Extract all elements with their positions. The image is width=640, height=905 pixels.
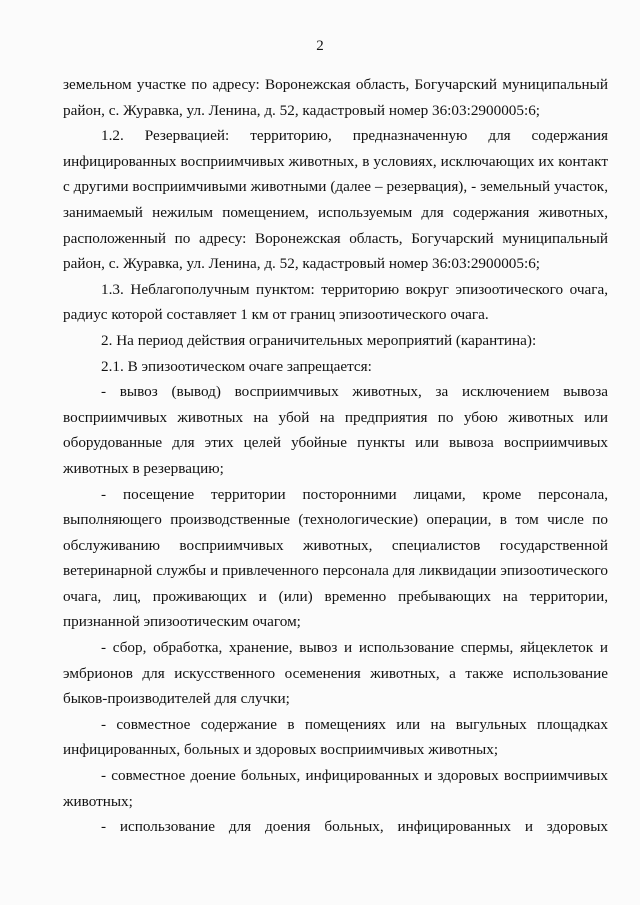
text-line: 1.2. Резервацией: территорию, предназначенную для содержания <box>101 127 608 145</box>
text-line: 2. На период действия ограничительных мероприятий (карантина): <box>101 331 537 349</box>
text-line: животных; <box>63 792 133 810</box>
text-line: ветеринарной службы и привлеченного персонала для ликвидации эпизоотического <box>63 562 608 580</box>
text-line: расположенный по адресу: Воронежская область, Богучарский муниципальный <box>63 229 608 247</box>
text-line: инфицированных восприимчивых животных, в условиях, исключающих их контакт <box>63 152 608 170</box>
text-line: - совместное содержание в помещениях или на выгульных площадках <box>101 715 608 733</box>
text-line: с другими восприимчивыми животными (далее – резервация), - земельный участок, <box>63 178 608 196</box>
text-line: - совместное доение больных, инфицированных и здоровых восприимчивых <box>101 767 608 785</box>
text-line: инфицированных, больных и здоровых восприимчивых животных; <box>63 741 499 759</box>
text-line: - использование для доения больных, инфицированных и здоровых <box>101 818 608 836</box>
text-line: земельном участке по адресу: Воронежская область, Богучарский муниципальный <box>63 76 608 93</box>
text-line: 1.3. Неблагополучным пунктом: территорию вокруг эпизоотического очага, <box>101 280 608 298</box>
text-line: - сбор, обработка, хранение, вывоз и использование спермы, яйцеклеток и <box>101 639 608 657</box>
text-line: радиус которой составляет 1 км от границ эпизоотического очага. <box>63 306 489 324</box>
text-line: - посещение территории посторонними лицами, кроме персонала, <box>101 485 608 503</box>
text-line: эмбрионов для искусственного осеменения животных, а также использование <box>63 664 608 682</box>
text-line: - вывоз (вывод) восприимчивых животных, за исключением вывоза <box>101 383 608 401</box>
document-body <box>63 72 608 840</box>
text-line: признанной эпизоотическим очагом; <box>63 613 301 631</box>
text-line: очага, лиц, проживающих и (или) временно пребывающих на территории, <box>63 587 608 605</box>
text-line: занимаемый нежилым помещением, используемым для содержания животных, <box>63 203 608 221</box>
text-line: район, с. Журавка, ул. Ленина, д. 52, кадастровый номер 36:03:2900005:6; <box>63 255 541 273</box>
page-number: 2 <box>316 38 324 54</box>
text-line: выполняющего производственные (технологические) операции, в том числе по <box>63 511 608 529</box>
text-line: 2.1. В эпизоотическом очаге запрещается: <box>101 357 372 375</box>
text-line: восприимчивых животных на убой на предприятия по убою животных или <box>63 408 608 426</box>
text-line: район, с. Журавка, ул. Ленина, д. 52, кадастровый номер 36:03:2900005:6; <box>63 101 541 119</box>
text-line: быков-производителей для случки; <box>63 690 290 708</box>
text-line: оборудованные для этих целей убойные пункты или вывоза восприимчивых <box>63 434 608 452</box>
text-line: обслуживанию восприимчивых животных, специалистов государственной <box>63 536 608 554</box>
text-line: животных в резервацию; <box>63 459 224 477</box>
